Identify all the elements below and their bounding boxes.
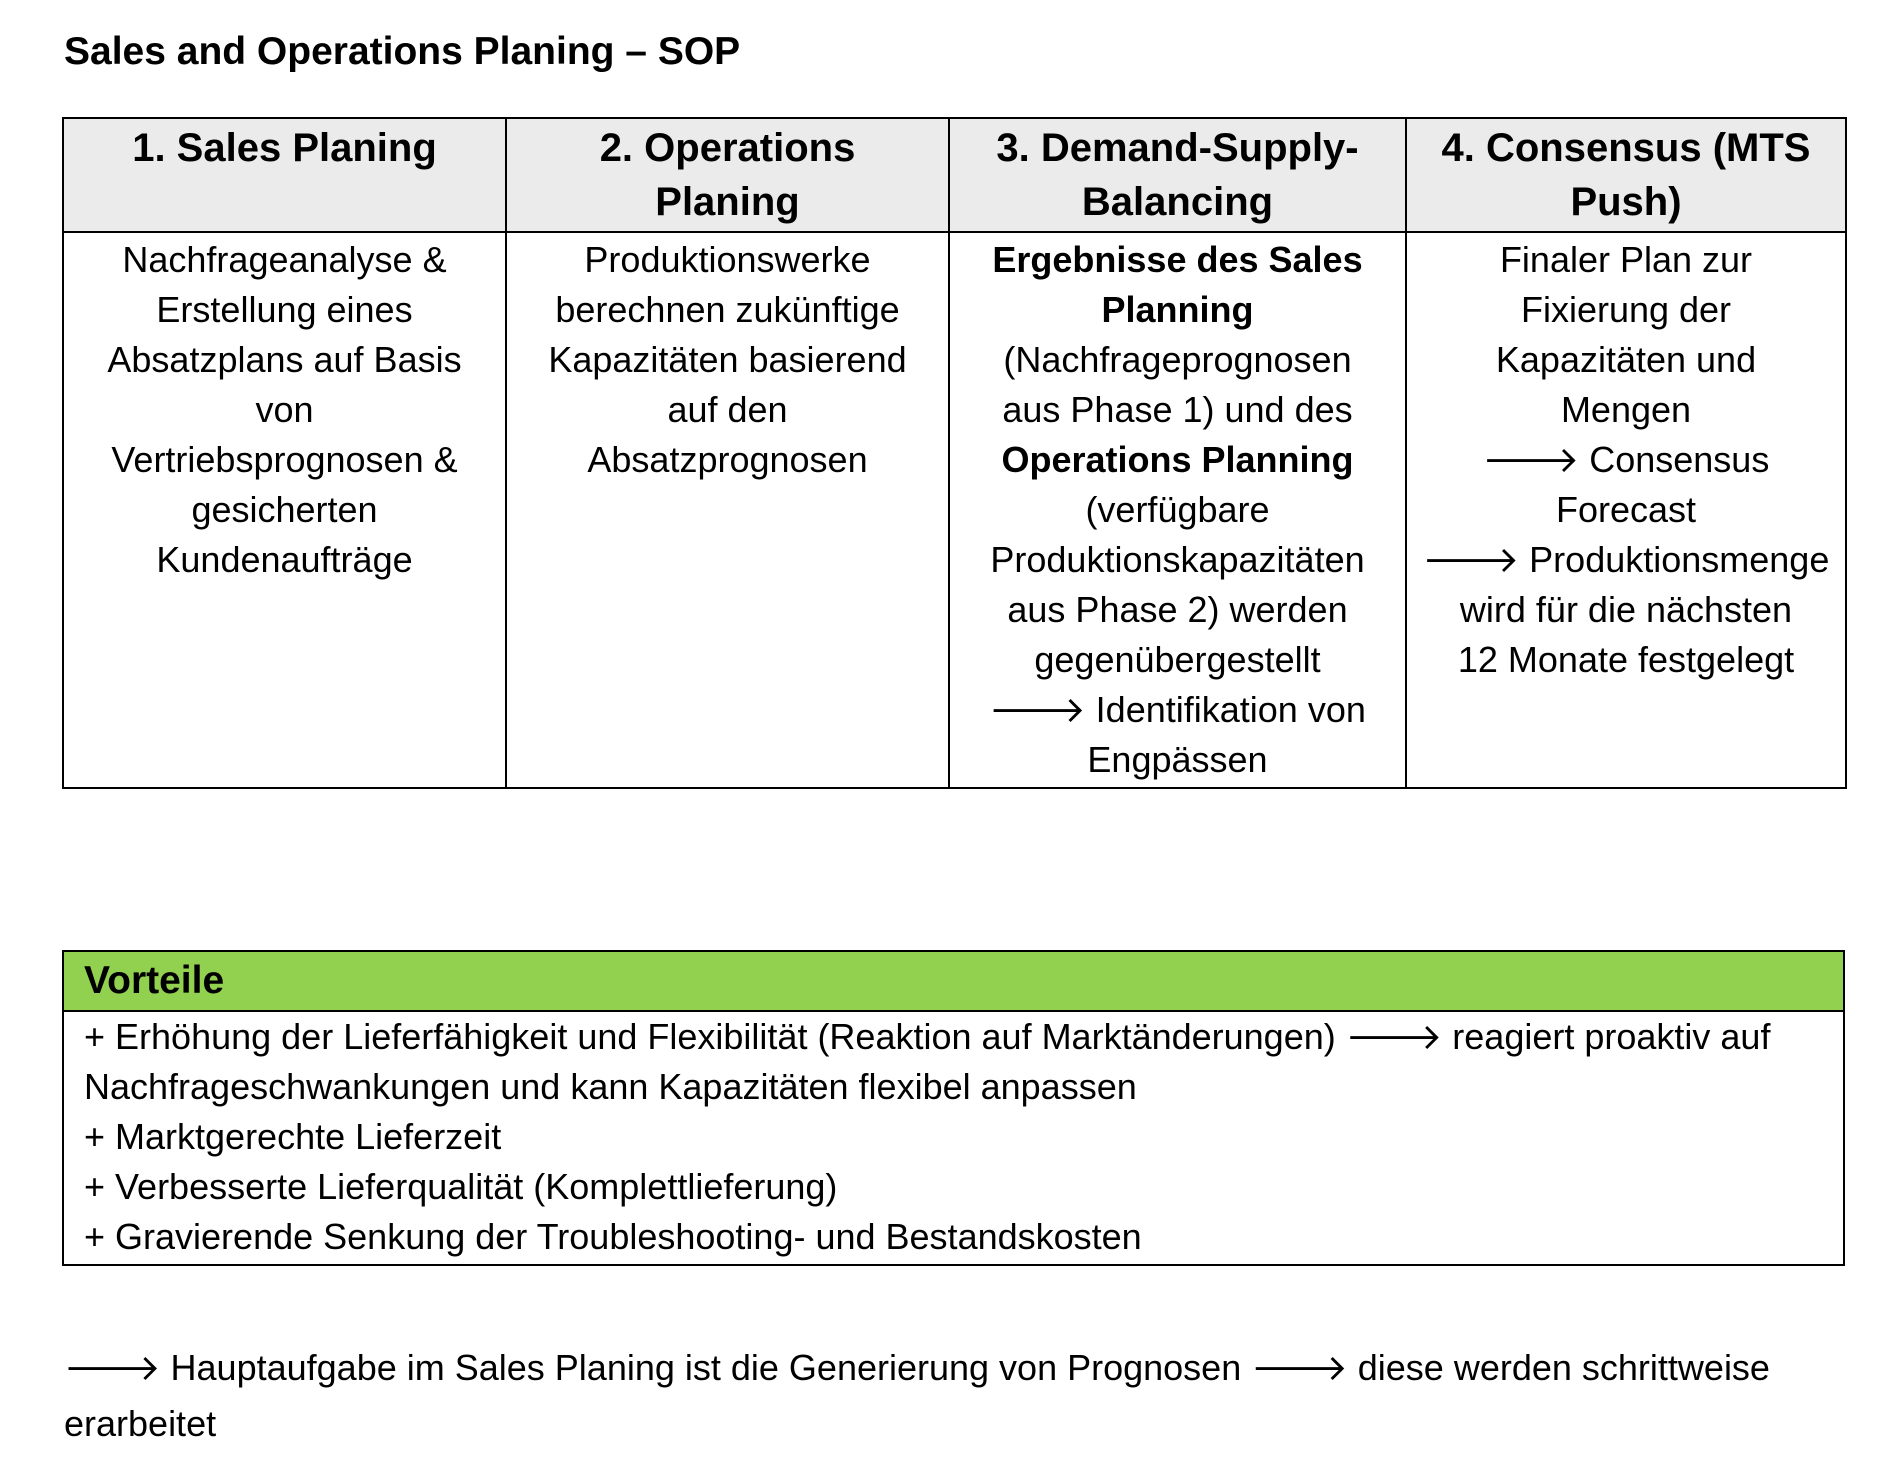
text: aus Phase 1) und des <box>1002 389 1353 430</box>
advantage-item: + Verbesserte Lieferqualität (Komplettlieferung) <box>84 1166 838 1207</box>
page-title: Sales and Operations Planing – SOP <box>64 30 741 73</box>
phase-description-line <box>956 385 1399 435</box>
phase-description-line <box>70 385 499 435</box>
phase-description-line <box>513 335 942 385</box>
phase-description-line <box>956 735 1399 785</box>
phase-description-line <box>956 635 1399 685</box>
phase-description-operations-planing <box>506 232 949 788</box>
bold-text: Ergebnisse des Sales <box>992 239 1363 280</box>
phases-body-row <box>63 232 1846 788</box>
phase-header-consensus <box>1406 118 1846 232</box>
sop-phases-table <box>62 117 1847 789</box>
phase-description-line <box>1413 535 1839 585</box>
phase-header-line: 1. Sales Planing <box>132 126 437 170</box>
text: Finaler Plan zur <box>1499 239 1753 280</box>
phase-description-sales-planing <box>63 232 506 788</box>
text: (verfügbare <box>1085 489 1270 530</box>
advantage-item: + Marktgerechte Lieferzeit <box>84 1116 502 1157</box>
text: Absatzplans auf Basis <box>107 339 462 380</box>
text: aus Phase 2) werden <box>1007 589 1348 630</box>
phase-description-line <box>70 285 499 335</box>
phase-header-operations-planing <box>506 118 949 232</box>
phase-description-line <box>956 585 1399 635</box>
phase-description-line <box>956 685 1399 735</box>
phase-header-line: 3. Demand-Supply- <box>996 126 1359 170</box>
text: 🡒 Produktionsmenge <box>1422 539 1830 580</box>
phase-header-line: 2. Operations <box>599 126 856 170</box>
phase-description-line <box>1413 585 1839 635</box>
text: Kundenaufträge <box>156 539 413 580</box>
phase-description-line <box>1413 385 1839 435</box>
phase-header-sales-planing <box>63 118 506 232</box>
phase-description-line <box>1413 485 1839 535</box>
text: Nachfrageanalyse & <box>122 239 447 280</box>
text: 12 Monate festgelegt <box>1457 639 1795 680</box>
phase-description-line <box>70 485 499 535</box>
phase-header-line: Balancing <box>1081 180 1274 224</box>
phase-description-line <box>956 535 1399 585</box>
text: Produktionswerke <box>584 239 871 280</box>
advantages-list <box>63 1011 1844 1265</box>
phase-description-consensus <box>1406 232 1846 788</box>
phase-header-demand-supply-balancing <box>949 118 1406 232</box>
text: Engpässen <box>1087 739 1268 780</box>
text: wird für die nächsten <box>1459 589 1793 630</box>
phase-description-line <box>70 235 499 285</box>
phase-description-line <box>1413 635 1839 685</box>
advantages-header: Vorteile <box>63 951 1844 1011</box>
text: von <box>255 389 314 430</box>
bold-text: Planning <box>1101 289 1254 330</box>
text: Mengen <box>1560 389 1692 430</box>
text: Forecast <box>1555 489 1697 530</box>
bold-text: Operations Planning <box>1001 439 1354 480</box>
phase-description-line <box>956 335 1399 385</box>
phase-description-line <box>956 485 1399 535</box>
phase-description-line <box>70 435 499 485</box>
phase-description-line <box>70 535 499 585</box>
phase-description-line <box>513 285 942 335</box>
phase-description-line <box>1413 335 1839 385</box>
text: 🡒 Identifikation von <box>989 689 1366 730</box>
phase-description-line <box>956 285 1399 335</box>
phase-header-line: Planing <box>655 180 800 224</box>
text: 🡒 Consensus <box>1482 439 1770 480</box>
text: Erstellung eines <box>156 289 413 330</box>
phase-description-line <box>956 435 1399 485</box>
text: Fixierung der <box>1520 289 1732 330</box>
phase-description-line <box>513 235 942 285</box>
text: (Nachfrageprognosen <box>1003 339 1352 380</box>
phases-header-row <box>63 118 1846 232</box>
phase-header-line: Push) <box>1570 180 1682 224</box>
text: Produktionskapazitäten <box>990 539 1365 580</box>
text: Vertriebsprognosen & <box>111 439 458 480</box>
text: Kapazitäten und <box>1495 339 1757 380</box>
phase-description-line <box>513 385 942 435</box>
text: gegenübergestellt <box>1034 639 1321 680</box>
text: Kapazitäten basierend <box>548 339 907 380</box>
advantage-item: + Erhöhung der Lieferfähigkeit und Flexibilität (Reaktion auf Marktänderungen) 🡒 reagiert proaktiv auf Nachfrageschwankungen und kann Kapazitäten flexibel anpassen <box>84 1016 1771 1107</box>
phase-description-line <box>513 435 942 485</box>
phase-description-demand-supply-balancing <box>949 232 1406 788</box>
phase-description-line <box>1413 235 1839 285</box>
text: berechnen zukünftige <box>555 289 900 330</box>
phase-header-line: 4. Consensus (MTS <box>1441 126 1811 170</box>
advantage-item: + Gravierende Senkung der Troubleshooting- und Bestandskosten <box>84 1216 1142 1257</box>
phase-description-line <box>1413 285 1839 335</box>
text: gesicherten <box>191 489 378 530</box>
phase-description-line <box>956 235 1399 285</box>
advantages-table <box>62 950 1845 1266</box>
text: Absatzprognosen <box>587 439 868 480</box>
footer-note: 🡒 Hauptaufgabe im Sales Planing ist die Generierung von Prognosen 🡒 diese werden schrittweise erarbeitet <box>64 1347 1770 1444</box>
phase-description-line <box>1413 435 1839 485</box>
text: auf den <box>667 389 788 430</box>
phase-description-line <box>70 335 499 385</box>
